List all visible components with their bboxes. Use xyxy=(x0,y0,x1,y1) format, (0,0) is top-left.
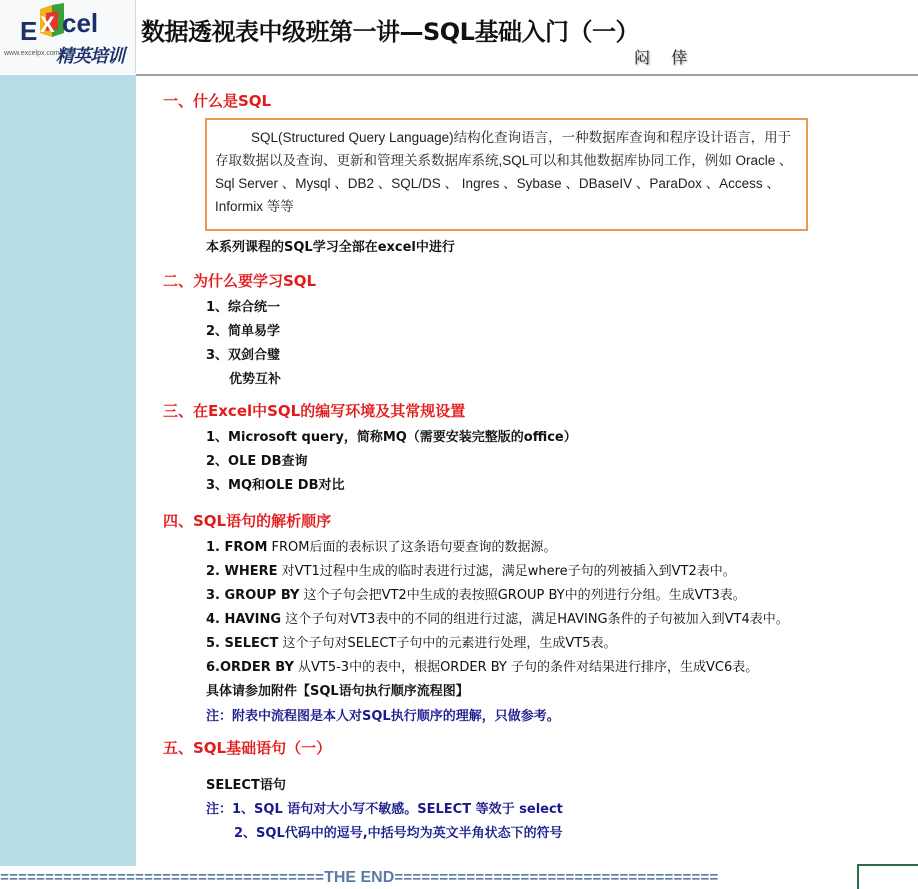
section-heading-sql-environment: 三、在Excel中SQL的编写环境及其常规设置 xyxy=(163,402,466,420)
left-sidebar-band xyxy=(0,75,136,866)
list-item: 1、Microsoft query，简称MQ（需要安装完整版的office） xyxy=(206,430,577,445)
section-heading-parse-order: 四、SQL语句的解析顺序 xyxy=(163,512,332,530)
sql-definition-box xyxy=(205,118,808,231)
page-title: 数据透视表中级班第一讲—SQL基础入门（一） xyxy=(141,18,639,46)
logo-chinese-text: 精英培训 xyxy=(56,46,124,67)
selected-cell-outline[interactable] xyxy=(857,864,918,889)
list-item: 2、OLE DB查询 xyxy=(206,454,308,469)
parse-step xyxy=(206,560,736,579)
case-insensitive-note: 注：1、SQL 语句对大小写不敏感。SELECT 等效于 select xyxy=(206,802,563,817)
parse-step xyxy=(206,608,789,627)
step-keyword: 5. SELECT xyxy=(206,636,279,651)
flowchart-note: 注：附表中流程图是本人对SQL执行顺序的理解，只做参考。 xyxy=(206,709,560,724)
footer-equals-right: ==================================== xyxy=(394,870,719,887)
section-heading-what-is-sql: 一、什么是SQL xyxy=(163,92,272,110)
step-keyword: 4. HAVING xyxy=(206,612,282,627)
parse-step xyxy=(206,632,617,651)
step-text: 对VT1过程中生成的临时表进行过滤，满足where子句的列被插入到VT2表中。 xyxy=(277,564,736,579)
step-text: FROM后面的表标识了这条语句要查询的数据源。 xyxy=(267,540,557,555)
the-end-label: THE END xyxy=(324,869,395,886)
logo-url: www.excelpx.com xyxy=(4,50,60,57)
list-item: 3、双剑合璧 xyxy=(206,348,281,363)
select-statement-heading: SELECT语句 xyxy=(206,778,286,793)
parse-step xyxy=(206,584,746,603)
step-text: 这个子句对VT3表中的不同的组进行过滤，满足HAVING条件的子句被加入到VT4表中。 xyxy=(281,612,789,627)
parse-step xyxy=(206,536,556,555)
list-item: 2、简单易学 xyxy=(206,324,281,339)
attachment-reference: 具体请参加附件【SQL语句执行顺序流程图】 xyxy=(206,684,469,699)
the-end-footer xyxy=(0,866,918,889)
section-heading-sql-basics: 五、SQL基础语句（一） xyxy=(163,739,332,757)
logo-letter-x: X xyxy=(40,12,55,37)
step-text: 这个子句会把VT2中生成的表按照GROUP BY中的列进行分组。生成VT3表。 xyxy=(299,588,746,603)
list-item: 3、MQ和OLE DB对比 xyxy=(206,478,345,493)
excelpx-logo xyxy=(0,0,136,73)
step-keyword: 6.ORDER BY xyxy=(206,660,294,675)
step-keyword: 1. FROM xyxy=(206,540,268,555)
step-keyword: 3. GROUP BY xyxy=(206,588,300,603)
logo-letter-e: E xyxy=(20,16,38,46)
sql-definition-text: SQL(Structured Query Language)结构化查询语言，一种数据库查询和程序设计语言，用于存取数据以及查询、更新和管理关系数据库系统,SQL可以和其他数据库协同工作，例如 Oracle 、Sql Server 、Mysql 、DB2 、SQL/DS 、 Ingres 、Sybase 、DBaseIV 、ParaDox 、Access 、Informix 等等 xyxy=(215,130,793,214)
header-divider xyxy=(136,74,918,76)
footer-equals-left: ==================================== xyxy=(0,870,325,887)
author-signature: 闷 倖 xyxy=(634,48,696,67)
half-width-symbols-note: 2、SQL代码中的逗号,中括号均为英文半角状态下的符号 xyxy=(234,826,563,841)
step-keyword: 2. WHERE xyxy=(206,564,278,579)
parse-step xyxy=(206,656,758,675)
step-text: 这个子句对SELECT子句中的元素进行处理，生成VT5表。 xyxy=(278,636,617,651)
list-item: 优势互补 xyxy=(229,372,282,387)
section-heading-why-learn-sql: 二、为什么要学习SQL xyxy=(163,272,317,290)
logo-letters-cel: cel xyxy=(62,8,99,38)
step-text: 从VT5-3中的表中，根据ORDER BY 子句的条件对结果进行排序，生成VC6表。 xyxy=(293,660,759,675)
course-note: 本系列课程的SQL学习全部在excel中进行 xyxy=(206,240,455,255)
list-item: 1、综合统一 xyxy=(206,300,281,315)
